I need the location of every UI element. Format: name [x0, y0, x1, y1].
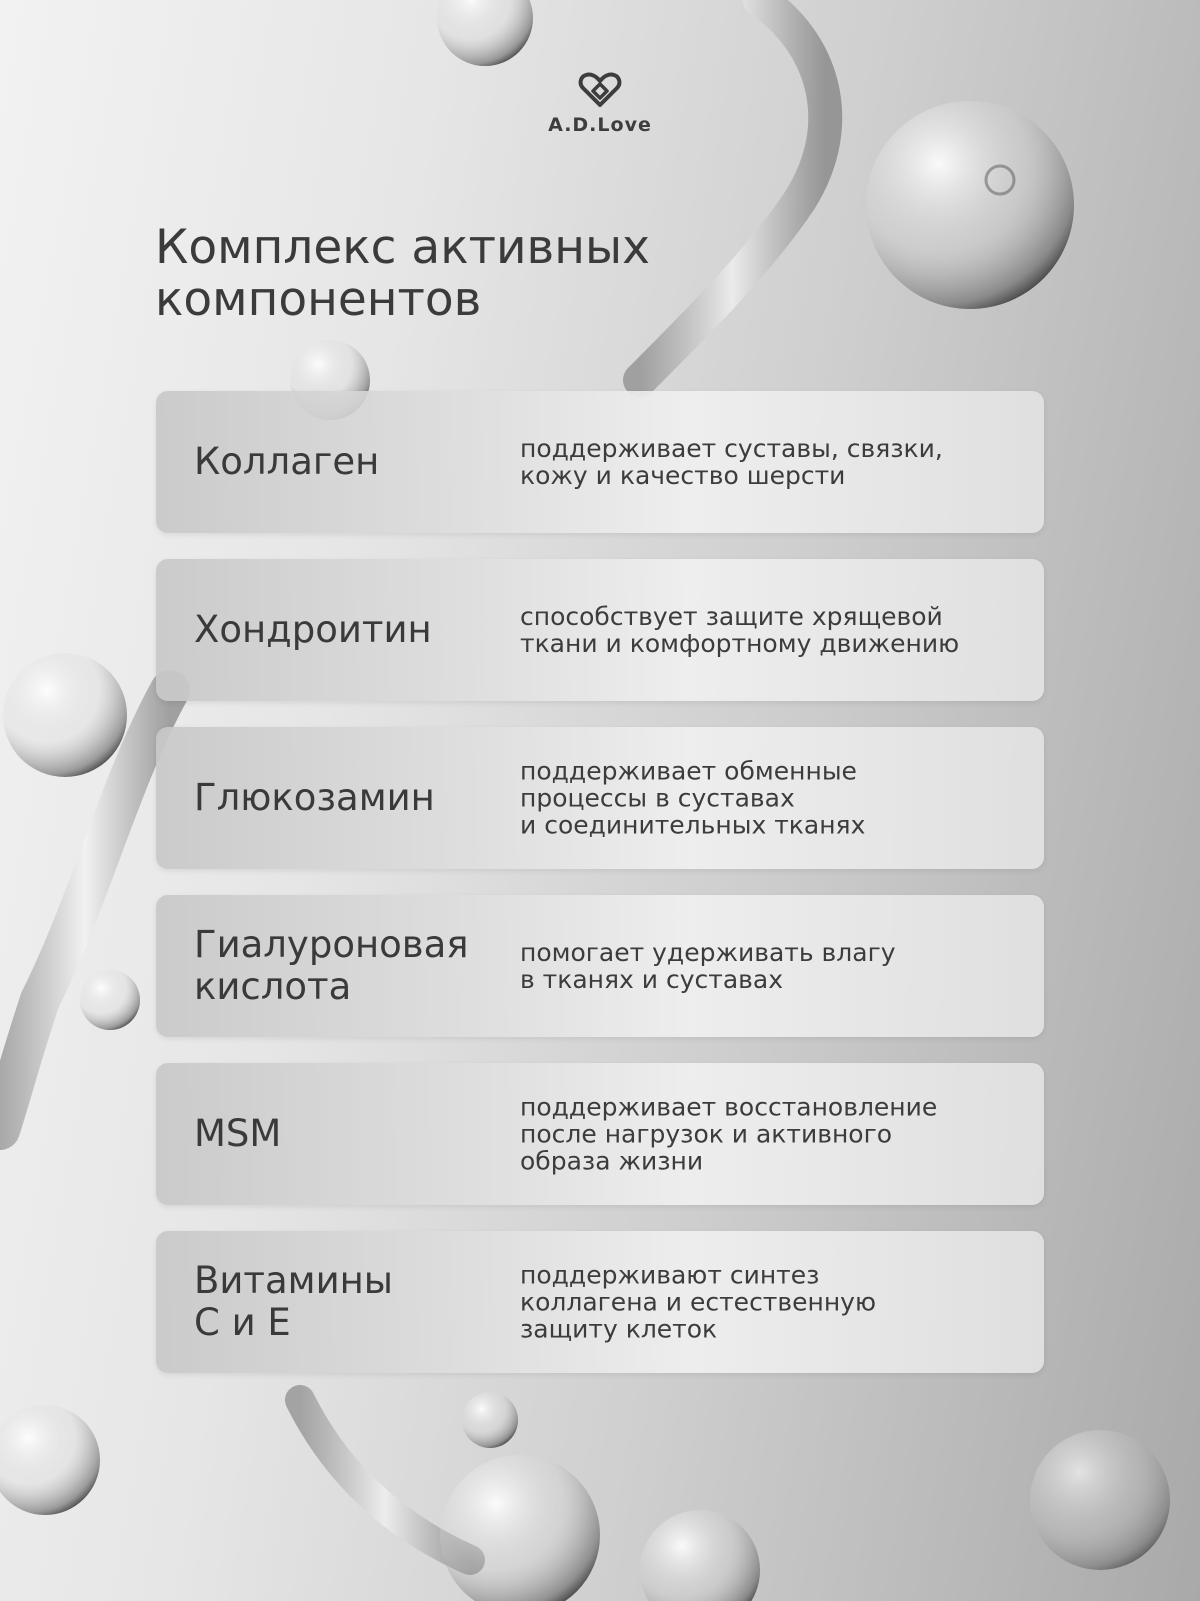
- component-description: [520, 1262, 1020, 1343]
- component-description-line: поддерживает суставы, связки,: [520, 434, 943, 463]
- component-name: [194, 777, 494, 819]
- heart-diamond-logo-icon: [578, 72, 622, 108]
- brand-name: A.D.Love: [548, 114, 652, 136]
- component-name: [194, 1260, 494, 1344]
- component-name-line: Хондроитин: [194, 608, 432, 651]
- component-name-line: Коллаген: [194, 440, 380, 483]
- component-description: [520, 758, 1020, 839]
- page-title-line: Комплекс активных: [155, 220, 650, 275]
- component-card-msm: [156, 1063, 1044, 1205]
- component-name-line: кислота: [194, 965, 352, 1008]
- component-name-line: MSM: [194, 1112, 282, 1155]
- components-list: [156, 391, 1044, 1399]
- component-card-vitamins: [156, 1231, 1044, 1373]
- component-description-line: поддерживает восстановление: [520, 1092, 938, 1122]
- brand-logo: [520, 72, 680, 136]
- component-description: [520, 435, 1020, 489]
- component-name: [194, 924, 494, 1008]
- component-description-line: поддерживает обменные: [520, 756, 857, 786]
- component-description-line: помогает удерживать влагу: [520, 938, 896, 967]
- component-description-line: кожу и качество шерсти: [520, 461, 846, 490]
- component-description: [520, 603, 1020, 657]
- component-name-line: Гиалуроновая: [194, 923, 469, 966]
- page-title-line: компонентов: [155, 272, 482, 327]
- component-card-collagen: [156, 391, 1044, 533]
- component-card-hyaluronic-acid: [156, 895, 1044, 1037]
- component-description: [520, 1094, 1020, 1175]
- component-description-line: после нагрузок и активного: [520, 1119, 893, 1149]
- component-description: [520, 939, 1020, 993]
- component-description-line: процессы в суставах: [520, 783, 795, 813]
- component-name: [194, 441, 494, 483]
- component-name: [194, 1113, 494, 1155]
- component-description-line: и соединительных тканях: [520, 810, 866, 840]
- component-description-line: в тканях и суставах: [520, 965, 784, 994]
- component-description-line: образа жизни: [520, 1146, 704, 1176]
- component-description-line: способствует защите хрящевой: [520, 602, 943, 631]
- component-card-chondroitin: [156, 559, 1044, 701]
- component-name-line: С и Е: [194, 1301, 291, 1344]
- page-title: [155, 222, 855, 326]
- component-name: [194, 609, 494, 651]
- component-description-line: защиту клеток: [520, 1314, 718, 1344]
- component-description-line: поддерживают синтез: [520, 1260, 820, 1290]
- component-name-line: Витамины: [194, 1259, 394, 1302]
- component-name-line: Глюкозамин: [194, 776, 435, 819]
- component-card-glucosamine: [156, 727, 1044, 869]
- component-description-line: коллагена и естественную: [520, 1287, 877, 1317]
- component-description-line: ткани и комфортному движению: [520, 629, 960, 658]
